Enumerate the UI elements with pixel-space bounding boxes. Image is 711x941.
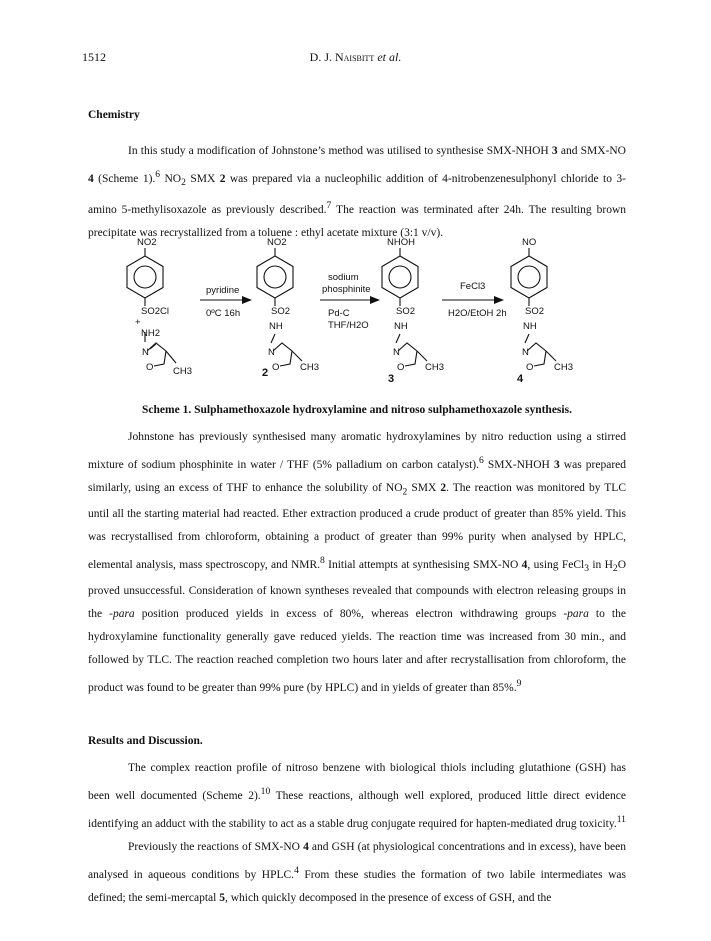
label-no: NO xyxy=(522,237,537,248)
reaction-scheme xyxy=(88,236,626,396)
running-head xyxy=(0,50,711,65)
chemistry-section xyxy=(88,104,626,245)
label-so2-3: SO2 xyxy=(396,306,416,317)
label-ring-n-2: N xyxy=(268,347,275,358)
body-continued xyxy=(88,426,626,910)
label-ring-n-1: N xyxy=(142,347,149,358)
running-head-etal: et al. xyxy=(377,50,402,64)
page-number: 1512 xyxy=(82,50,106,64)
label-ring-n-4: N xyxy=(522,347,529,358)
label-nh2: NH2 xyxy=(141,328,161,339)
paragraph-1: In this study a modification of Johnstone’s method was utilised to synthesise SMX-NHOH 3 and SMX-NO 4 (Scheme 1).$^6$ $NO_2$ SMX 2 was prepared via a nucleophilic addition of 4-nitrobenzenesulphonyl chloride to 3-amino 5-methylisoxazole as previously described.$^7$ The reaction was terminated after 24h. The resulting brown precipitate was recrystallized from a toluene : ethyl acetate mixture (3:1 v/v). xyxy=(88,145,626,239)
label-ch3-2: CH3 xyxy=(300,362,320,373)
label-nhoh: NHOH xyxy=(387,237,415,248)
scheme-caption: Scheme 1. Sulphamethoxazole hydroxylamine and nitroso sulphamethoxazole synthesis. xyxy=(142,404,572,416)
benzene-ring-4 xyxy=(511,256,547,298)
benzene-ring-1 xyxy=(127,256,163,298)
running-head-author: D. J. Naisbitt xyxy=(309,50,375,64)
paragraph-4: Previously the reactions of SMX-NO 4 and GSH (at physiological concentrations and in excess), have been analysed in aqueous conditions by HPLC.$^4$ From these studies the formation of two labile intermediates was defined; the semi-mercaptal 5, which quickly decomposed in the presence of excess of GSH, and the xyxy=(88,840,626,904)
label-no2-1: NO2 xyxy=(137,237,157,248)
paragraph-2: Johnstone has previously synthesised many aromatic hydroxylamines by nitro reduction using a stirred mixture of sodium phosphinite in water / THF (5% palladium on carbon catalyst).$^6$ SMX-NHOH 3 was prepared similarly, using an excess of THF to enhance the solubility of $NO_2$ SMX 2. The reaction was monitored by TLC until all the starting material had reacted. Ether extraction produced a crude product of greater than 85% yield. This was recrystallised from chloroform, obtaining a product of greater than 99% purity when analysed by HPLC, elemental analysis, mass spectroscopy, and NMR.$^8$ Initial attempts at synthesising SMX-NO 4, using FeCl$_3$ in $H_2O$ proved unsuccessful. Consideration of known syntheses revealed that compounds with electron releasing groups in the -para position produced yields in excess of 80%, whereas electron withdrawing groups -para to the hydroxylamine functionality generally gave reduced yields. The reaction time was increased from 30 min., and followed by TLC. The reaction reached completion two hours later and after recrystallisation from chloroform, the product was found to be greater than 99% pure (by HPLC) and in yields of greater than 85%.$^9$ xyxy=(88,431,626,695)
label-ch3-1: CH3 xyxy=(173,366,193,377)
compound-number-4: 4 xyxy=(517,373,524,385)
aromatic-circle-1 xyxy=(134,266,156,288)
label-fecl3: FeCl3 xyxy=(460,281,486,292)
label-so2cl: SO2Cl xyxy=(141,306,169,317)
label-nh-3: NH xyxy=(394,321,408,332)
aromatic-circle-4 xyxy=(518,266,540,288)
label-ring-n-3: N xyxy=(393,347,400,358)
benzene-ring-3 xyxy=(382,256,418,298)
label-conditions-1: 0ºC 16h xyxy=(206,308,241,319)
label-pd-c: Pd-C xyxy=(328,308,350,319)
benzene-ring-2 xyxy=(257,256,293,298)
label-ch3-3: CH3 xyxy=(425,362,445,373)
label-no2-2: NO2 xyxy=(267,237,287,248)
aromatic-circle-3 xyxy=(389,266,411,288)
scheme-1-figure xyxy=(88,236,626,396)
label-conditions-3: H2O/EtOH 2h xyxy=(448,308,507,319)
page-header xyxy=(0,50,711,70)
compound-number-2: 2 xyxy=(262,367,269,379)
aromatic-circle-2 xyxy=(264,266,286,288)
paragraph-3: The complex reaction profile of nitroso benzene with biological thiols including glutathione (GSH) has been well documented (Scheme 2).$^{10}$ These reactions, although well explored, produced little direct evidence identifying an adduct with the stability to act as a stable drug conjugate required for hapten-mediated drug toxicity.$^{11}$ xyxy=(88,762,626,830)
arrowhead-3 xyxy=(494,296,504,304)
label-nh-4: NH xyxy=(523,321,537,332)
label-ring-o-2: O xyxy=(272,362,280,373)
compound-number-3: 3 xyxy=(388,373,395,385)
label-ring-o-4: O xyxy=(526,362,534,373)
section-heading-results: Results and Discussion. xyxy=(88,735,203,748)
label-ch3-4: CH3 xyxy=(554,362,574,373)
section-heading-chemistry: Chemistry xyxy=(88,109,140,121)
label-thf-h2o: THF/H2O xyxy=(328,320,369,331)
arrowhead-1 xyxy=(242,296,252,304)
label-sodium: sodium xyxy=(328,272,359,283)
label-ring-o-3: O xyxy=(397,362,405,373)
label-so2-2: SO2 xyxy=(271,306,291,317)
label-ring-o-1: O xyxy=(146,362,154,373)
label-nh-2: NH xyxy=(269,321,283,332)
label-pyridine: pyridine xyxy=(206,285,240,296)
arrowhead-2 xyxy=(370,296,380,304)
label-plus: + xyxy=(135,317,141,328)
label-so2-4: SO2 xyxy=(525,306,545,317)
label-phosphinite: phosphinite xyxy=(322,284,371,295)
